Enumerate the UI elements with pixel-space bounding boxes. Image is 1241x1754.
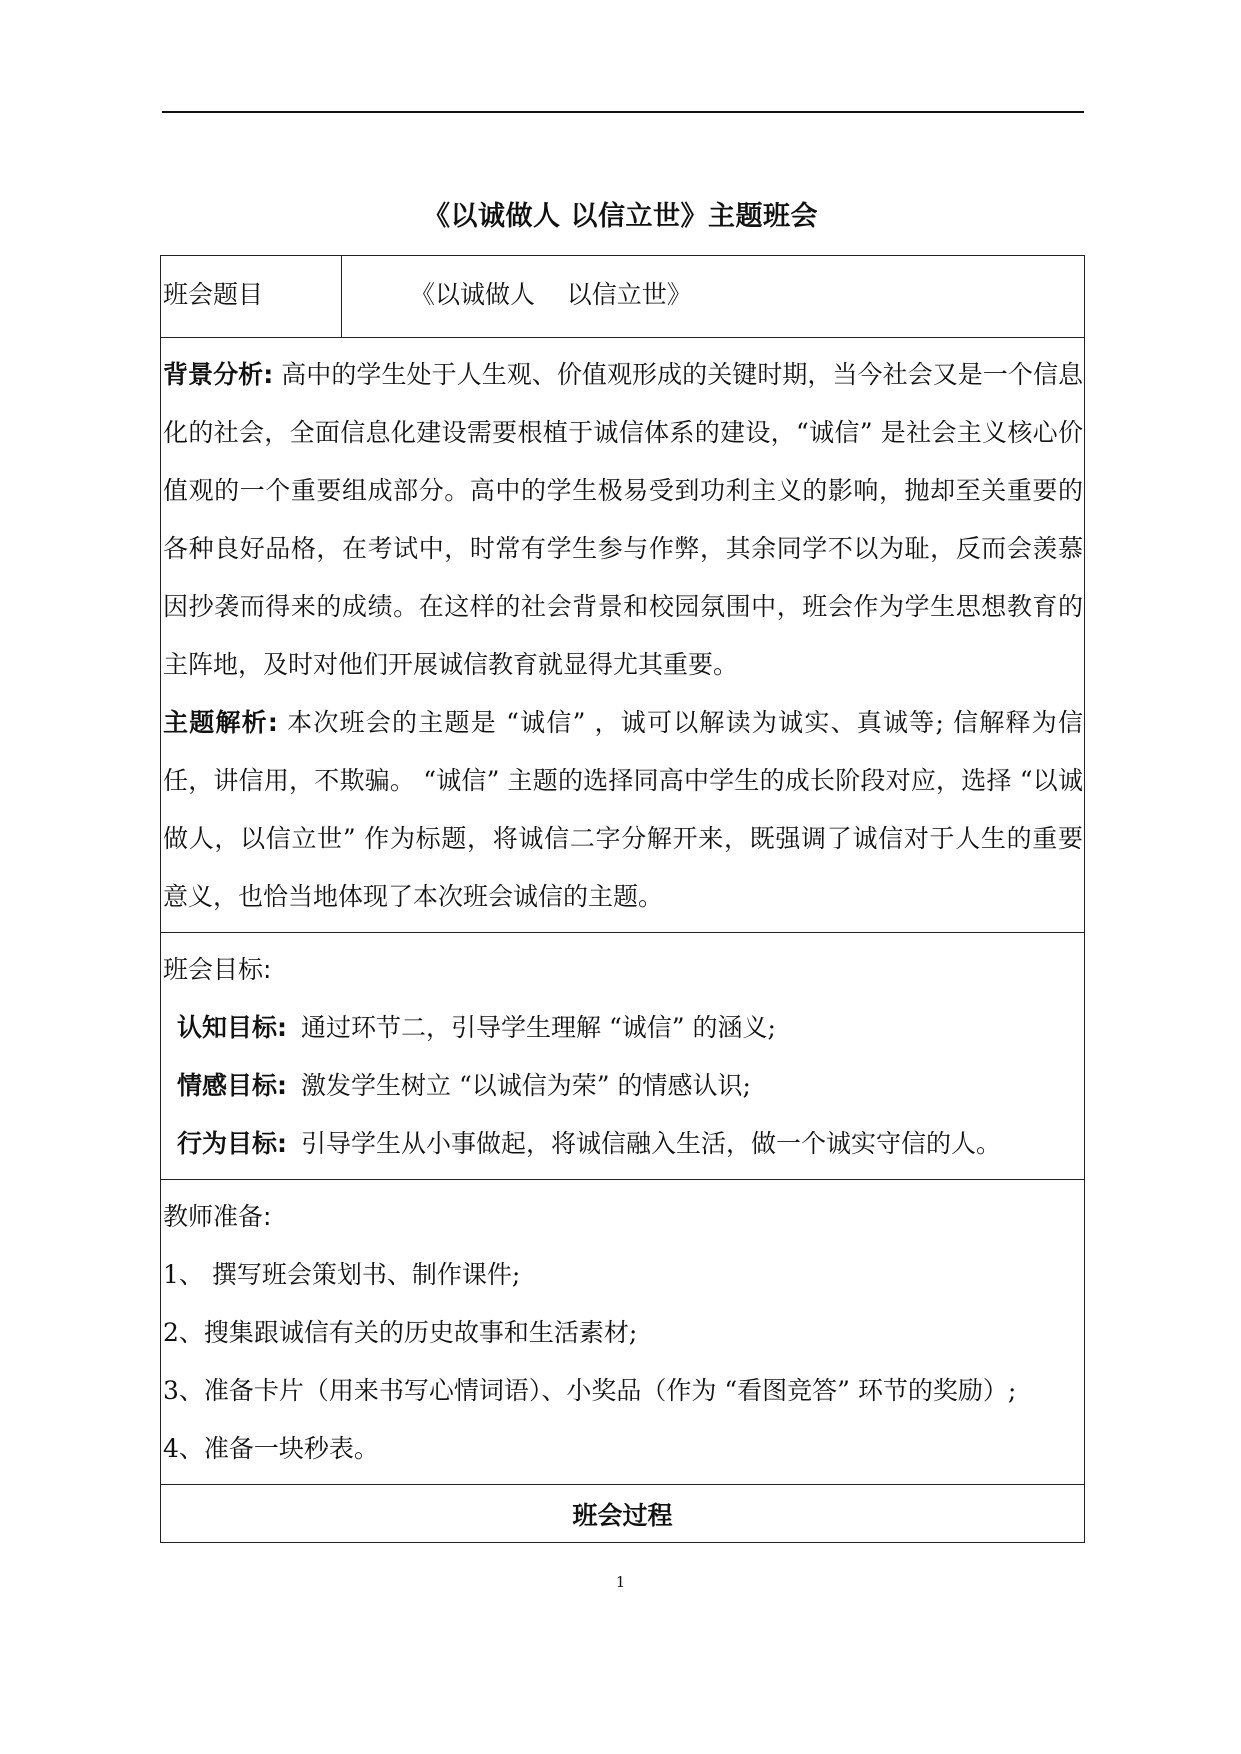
class-meeting-plan-table [160,255,1085,1543]
goal-text: 激发学生树立 “以诚信为荣” 的情感认识; [301,1071,751,1100]
theme-text: 本次班会的主题是 “诚信” ，诚可以解读为诚实、真诚等; 信解释为信任，讲信用，不欺骗。 “诚信” 主题的选择同高中学生的成长阶段对应，选择 “以诚做人，以信立世” 作为标题，将诚信二字分解开来，既强调了诚信对于人生的重要意义，也恰当地体现了本次班会诚信的主题。 [163,708,1084,911]
goal-cognitive [163,999,1084,1057]
goal-text: 引导学生从小事做起，将诚信融入生活，做一个诚实守信的人。 [301,1129,1002,1158]
preparation-item: 2、搜集跟诚信有关的历史故事和生活素材; [163,1318,638,1347]
analysis-cell [161,338,1085,933]
process-heading: 班会过程 [161,1485,1085,1543]
preparation-cell [161,1180,1085,1485]
preparation-item: 1、 撰写班会策划书、制作课件; [163,1260,521,1289]
goal-label: 情感目标: [177,1071,287,1100]
goal-label: 行为目标: [177,1129,287,1158]
goals-row [161,933,1085,1180]
page-number: 1 [615,1573,626,1591]
background-lead: 背景分析: [163,360,274,389]
preparation-row [161,1180,1085,1485]
preparation-heading: 教师准备: [163,1202,272,1231]
document-title: 《以诚做人 以信立世》主题班会 [423,201,818,232]
header-rule [162,111,1084,113]
topic-row [161,256,1085,338]
theme-analysis [163,694,1083,926]
topic-value: 《以诚做人 以信立世》 [342,256,1085,338]
goal-behavioral [163,1115,1084,1173]
goals-cell [161,933,1085,1180]
topic-label: 班会题目 [161,256,342,338]
goal-text: 通过环节二，引导学生理解 “诚信” 的涵义; [301,1013,776,1042]
preparation-item: 3、准备卡片（用来书写心情词语）、小奖品（作为 “看图竞答” 环节的奖励）; [163,1376,1017,1405]
analysis-row [161,338,1085,933]
background-analysis [163,346,1083,694]
process-row [161,1485,1085,1543]
goal-label: 认知目标: [177,1013,287,1042]
preparation-item: 4、准备一块秒表。 [163,1434,379,1463]
background-text: 高中的学生处于人生观、价值观形成的关键时期，当今社会又是一个信息化的社会，全面信息化建设需要根植于诚信体系的建设，“诚信” 是社会主义核心价值观的一个重要组成部分。高中的学生极易受到功利主义的影响，抛却至关重要的各种良好品格，在考试中，时常有学生参与作弊，其余同学不以为耻，反而会羡慕因抄袭而得来的成绩。在这样的社会背景和校园氛围中，班会作为学生思想教育的主阵地，及时对他们开展诚信教育就显得尤其重要。 [163,360,1084,679]
goals-heading: 班会目标: [163,955,272,984]
theme-lead: 主题解析: [163,708,278,737]
goal-emotional [163,1057,1084,1115]
